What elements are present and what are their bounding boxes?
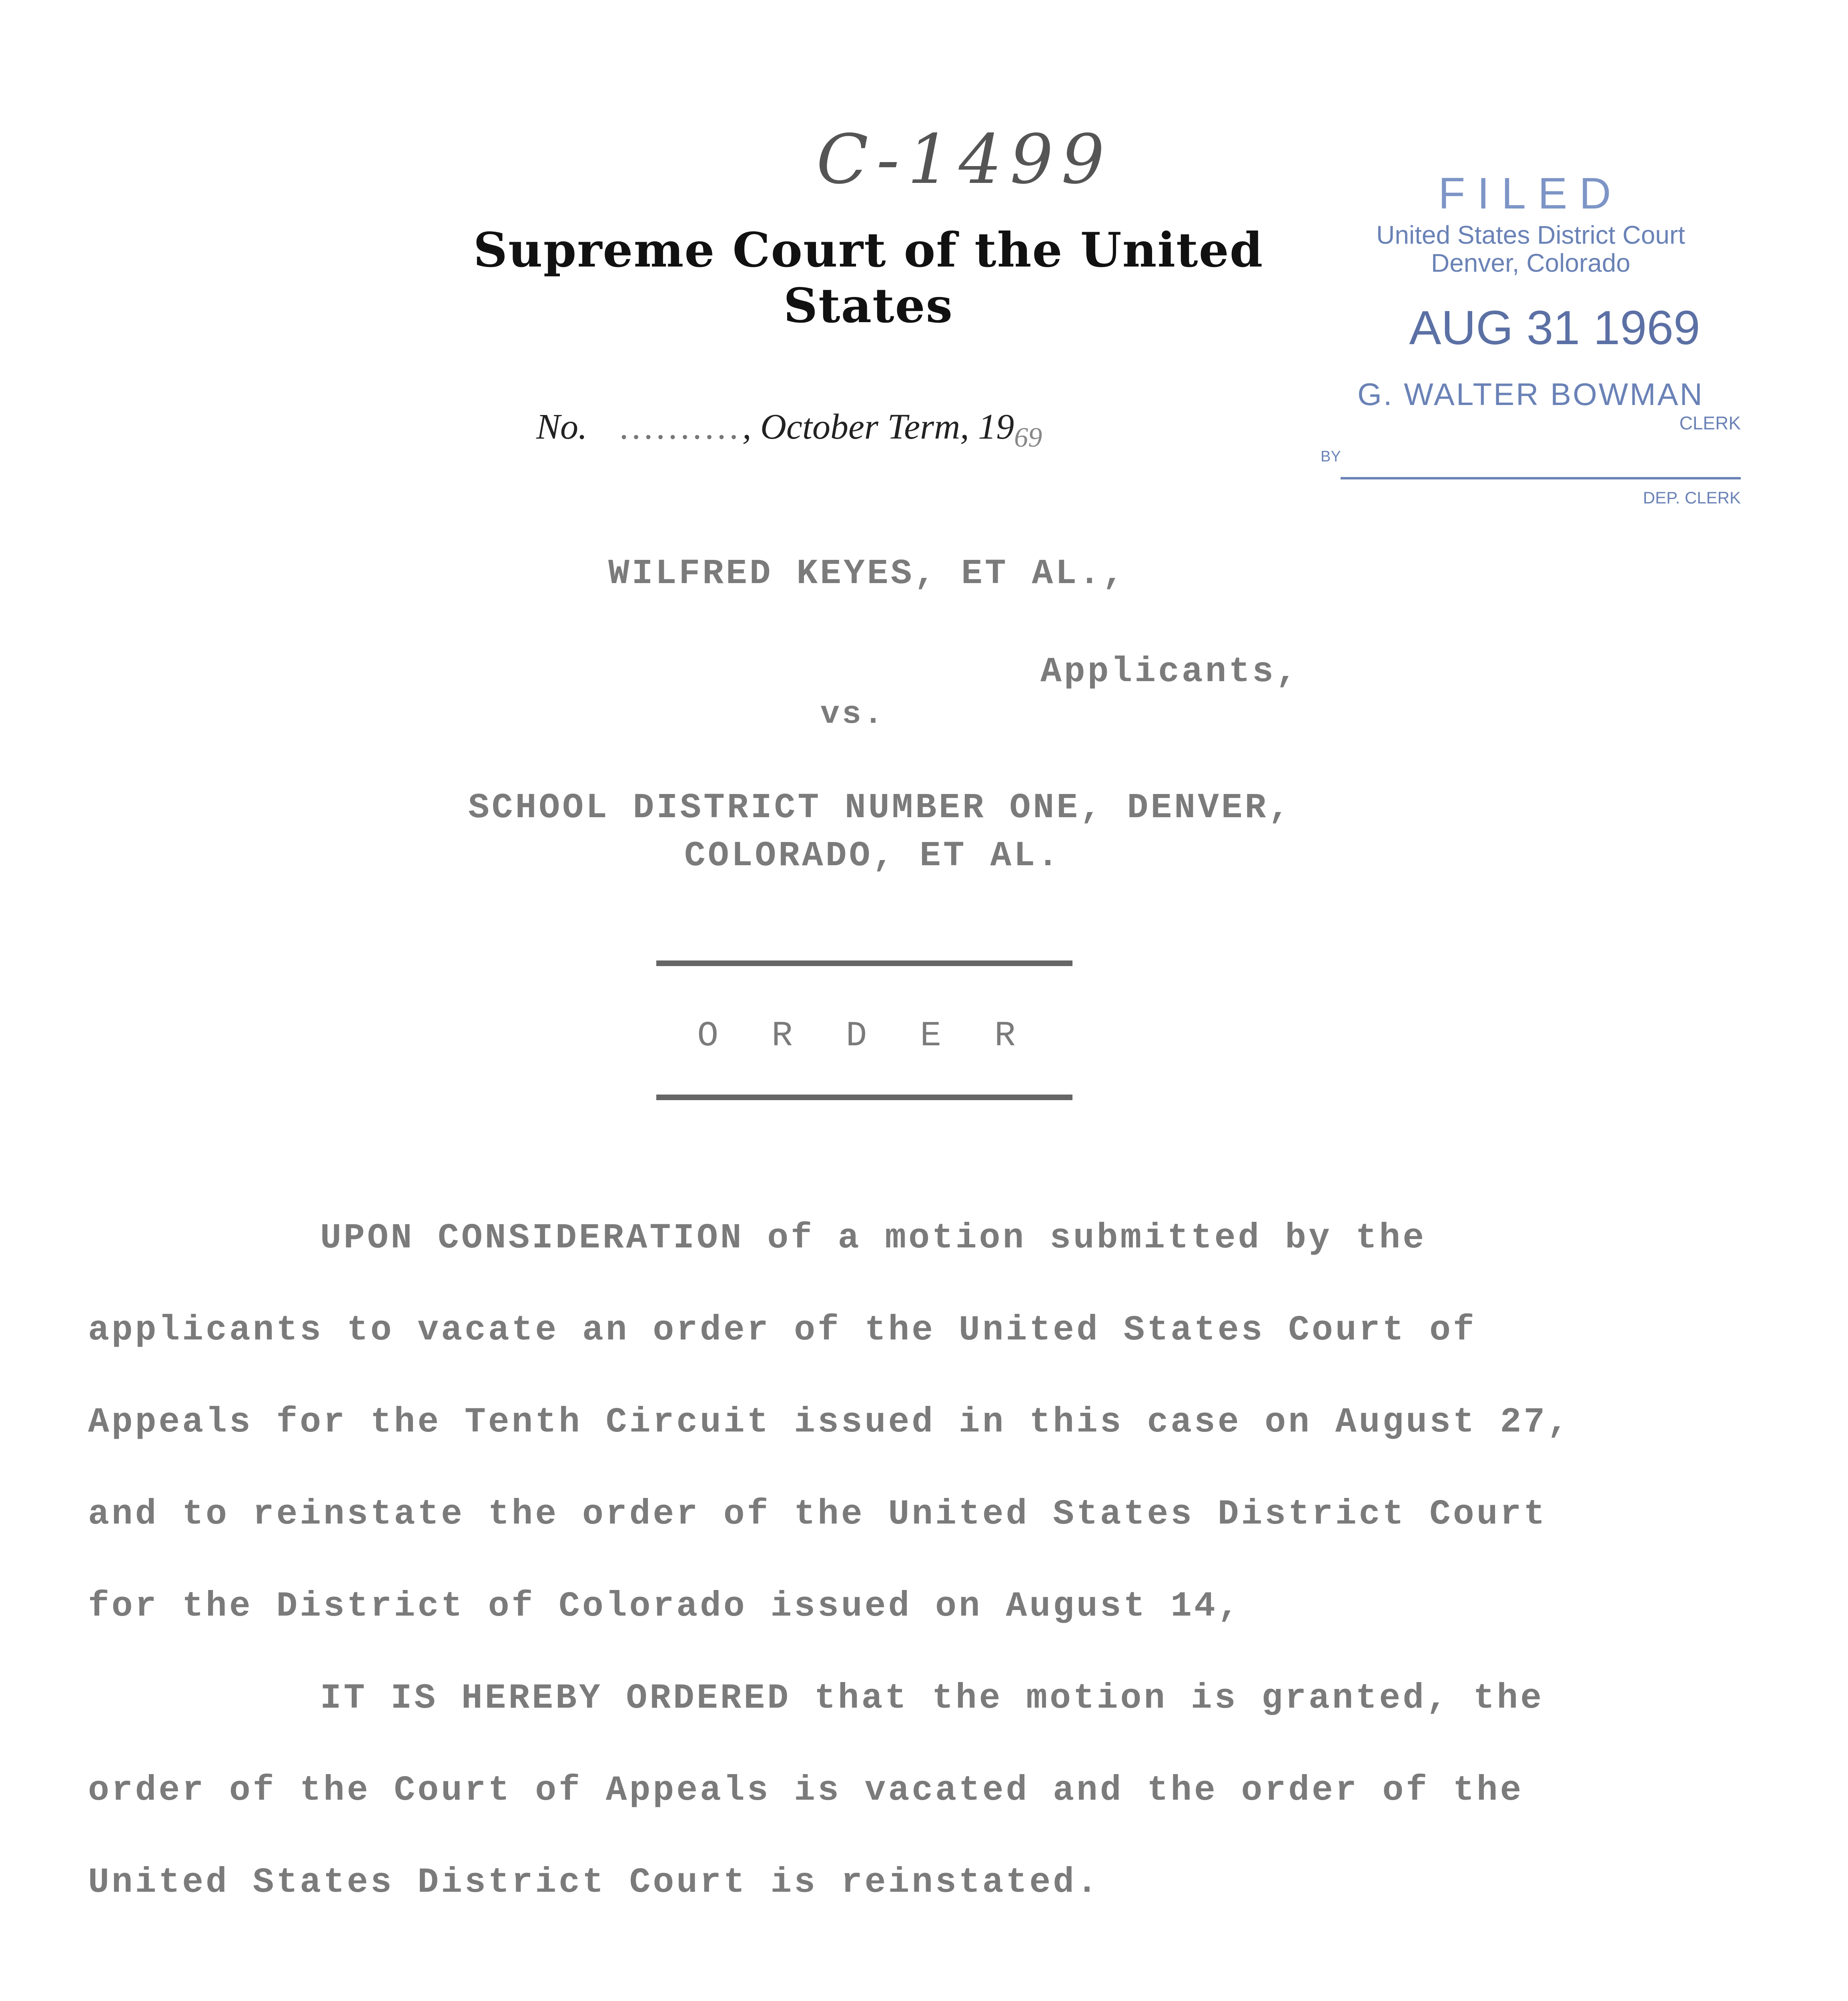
order-heading: O R D E R xyxy=(697,1017,1032,1056)
paragraph-2-line-1: IT IS HEREBY ORDERED that the motion is granted, the xyxy=(320,1679,1544,1718)
caption-defendant-line2: COLORADO, ET AL. xyxy=(684,836,1061,876)
filed-stamp-city: Denver, Colorado xyxy=(1431,249,1631,277)
caption-versus: vs. xyxy=(820,696,886,733)
filed-stamp-clerk-name: G. WALTER BOWMAN xyxy=(1357,377,1704,412)
filed-stamp-court: United States District Court xyxy=(1376,221,1685,249)
filed-stamp-date: AUG 31 1969 xyxy=(1409,301,1700,355)
docket-line xyxy=(536,406,1042,453)
caption-plaintiff-role: Applicants, xyxy=(1040,652,1299,692)
filed-stamp xyxy=(1321,168,1741,528)
paragraph-2-line-3: United States District Court is reinstated. xyxy=(88,1863,1100,1903)
paragraph-1-line-3: Appeals for the Tenth Circuit issued in this case on August 27, xyxy=(88,1403,1571,1442)
paragraph-2-line-2: order of the Court of Appeals is vacated and the order of the xyxy=(88,1771,1524,1811)
docket-term-year: 69 xyxy=(1014,422,1042,453)
filed-stamp-heading: FILED xyxy=(1438,169,1623,218)
caption-plaintiff: WILFRED KEYES, ET AL., xyxy=(608,554,1126,594)
paragraph-1-line-1: UPON CONSIDERATION of a motion submitted by the xyxy=(320,1219,1427,1258)
filed-stamp-signature-line xyxy=(1341,477,1741,479)
paragraph-1-line-5: for the District of Colorado issued on August 14, xyxy=(88,1587,1241,1626)
order-rule-top xyxy=(656,960,1072,966)
order-paragraph-1 xyxy=(88,1193,1571,1653)
docket-no-label: No. xyxy=(536,407,587,447)
docket-term-label: , October Term, 19 xyxy=(742,407,1014,447)
handwritten-docket-number: C-1499 xyxy=(816,120,1113,199)
filed-stamp-by-label: BY xyxy=(1321,448,1341,465)
caption-defendant-line1: SCHOOL DISTRICT NUMBER ONE, DENVER, xyxy=(468,788,1292,828)
court-title: Supreme Court of the United States xyxy=(473,222,1264,333)
order-paragraph-2 xyxy=(88,1653,1544,1929)
paragraph-1-line-4: and to reinstate the order of the United States District Court xyxy=(88,1495,1547,1534)
filed-stamp-dep-clerk: DEP. CLERK xyxy=(1643,488,1741,507)
paragraph-1-line-2: applicants to vacate an order of the United States Court of xyxy=(88,1311,1477,1350)
filed-stamp-clerk-title: CLERK xyxy=(1679,413,1741,433)
order-rule-bottom xyxy=(656,1095,1072,1100)
docket-no-blank: .......... xyxy=(620,407,743,447)
